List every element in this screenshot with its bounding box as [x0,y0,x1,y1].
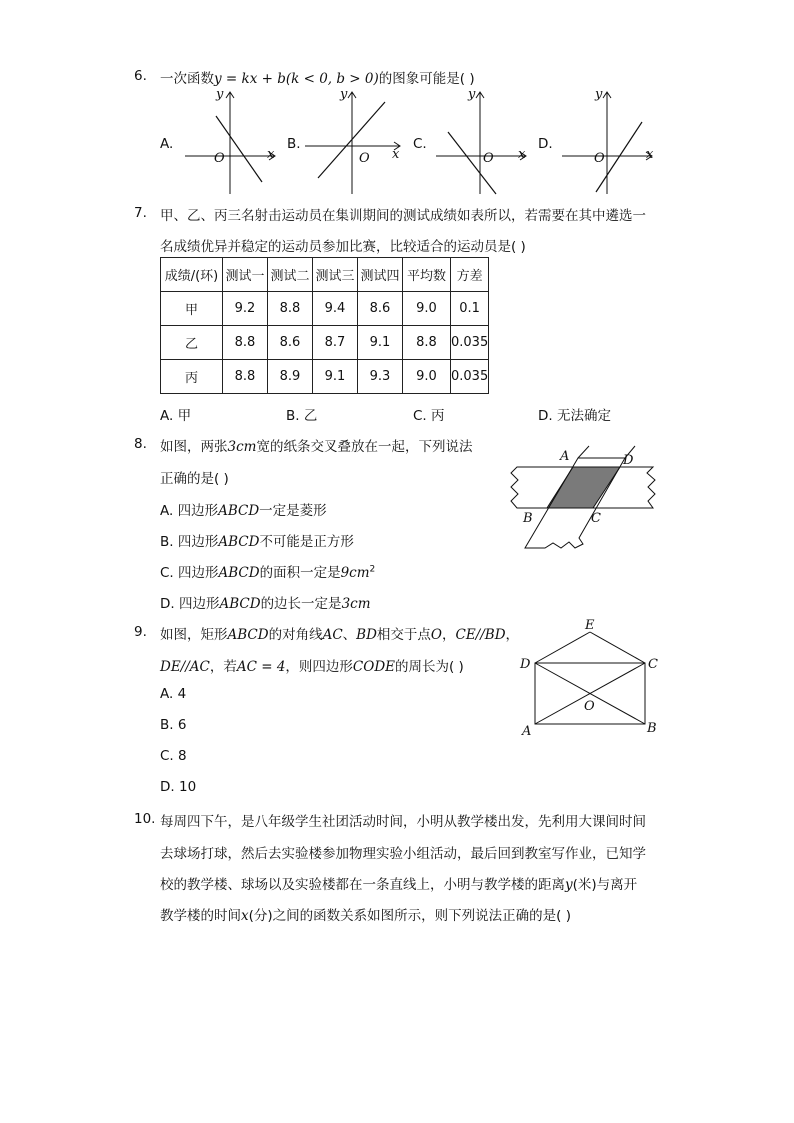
option-c-graph [432,86,532,198]
svg-text:O: O [483,151,494,166]
table-cell: 0.1 [451,292,489,326]
table-cell: 8.8 [403,326,451,360]
question-stem: 一次函数y = kx + b(k < 0, b > 0)的图象可能是( ) [160,71,475,87]
table-cell: 8.8 [223,326,268,360]
option-b[interactable]: B. 四边形ABCD不可能是正方形 [160,534,354,550]
table-cell: 0.035 [451,326,489,360]
svg-text:x: x [646,147,654,162]
table-cell: 9.0 [403,292,451,326]
question-stem-line-1: 甲、乙、丙三名射击运动员在集训期间的测试成绩如表所以，若需要在其中遴选一 [160,208,646,224]
option-a-label[interactable]: A. [160,136,174,152]
option-c[interactable]: C. 丙 [413,408,445,424]
table-cell: 8.8 [268,292,313,326]
svg-text:O: O [214,151,225,166]
option-a[interactable]: A. 甲 [160,408,192,424]
svg-text:y: y [340,87,348,102]
svg-text:A: A [560,449,570,464]
shaded-quadrilateral [547,467,620,508]
question-number: 8. [134,436,147,452]
question-stem-line-2: 名成绩优异并稳定的运动员参加比赛，比较适合的运动员是( ) [160,239,526,255]
svg-text:B: B [523,511,533,526]
table-cell: 8.6 [268,326,313,360]
question-number: 10. [134,811,156,827]
svg-text:C: C [591,511,601,526]
svg-text:y: y [216,87,224,102]
table-cell: 9.4 [313,292,358,326]
question-stem-line-1: 每周四下午，是八年级学生社团活动时间，小明从教学楼出发，先利用大课间时间 [160,814,646,830]
svg-text:E: E [585,618,595,633]
option-b[interactable]: B. 6 [160,717,187,733]
table-cell: 8.7 [313,326,358,360]
table-header: 测试一 [223,258,268,292]
option-a-graph [180,86,280,198]
table-cell: 9.0 [403,360,451,394]
question-stem-line-2: 去球场打球，然后去实验楼参加物理实验小组活动，最后回到教室写作业，已知学 [160,846,646,862]
svg-text:O: O [594,151,605,166]
svg-text:y: y [468,87,476,102]
table-row [161,326,489,360]
svg-text:B: B [647,721,657,736]
table-cell: 8.6 [358,292,403,326]
table-header-row [161,258,489,292]
table-header: 测试二 [268,258,313,292]
option-d[interactable]: D. 四边形ABCD的边长一定是3cm [160,596,371,612]
table-cell: 乙 [161,326,223,360]
question-stem-line-3: 校的教学楼、球场以及实验楼都在一条直线上，小明与教学楼的距离y(米)与离开 [160,877,638,893]
question-stem-line-2: 正确的是( ) [160,471,229,487]
option-a[interactable]: A. 4 [160,686,187,702]
question-stem-line-1: 如图，矩形ABCD的对角线AC、BD相交于点O，CE//BD， [160,627,520,643]
table-cell: 8.8 [223,360,268,394]
svg-text:x: x [518,147,526,162]
table-header: 测试三 [313,258,358,292]
svg-text:A: A [522,724,532,739]
question-number: 7. [134,205,147,221]
question-stem-line-2: DE//AC，若AC = 4，则四边形CODE的周长为( ) [160,659,464,675]
table-cell: 丙 [161,360,223,394]
table-cell: 甲 [161,292,223,326]
rectangle-figure [515,618,665,740]
formula: y = kx + b(k < 0, b > 0) [214,71,379,87]
table-row [161,292,489,326]
option-a[interactable]: A. 四边形ABCD一定是菱形 [160,503,327,519]
table-cell: 0.035 [451,360,489,394]
table-header: 方差 [451,258,489,292]
option-b-label[interactable]: B. [287,136,301,152]
paper-strips-figure [505,440,665,555]
option-b-graph [300,86,405,198]
table-cell: 9.1 [358,326,403,360]
svg-text:D: D [520,657,531,672]
option-c-label[interactable]: C. [413,136,427,152]
option-d[interactable]: D. 无法确定 [538,408,611,424]
graph-line [216,116,262,182]
svg-text:D: D [623,453,634,468]
option-d[interactable]: D. 10 [160,779,197,795]
svg-text:x: x [392,147,400,162]
table-cell: 9.2 [223,292,268,326]
svg-text:x: x [267,147,275,162]
option-d-label[interactable]: D. [538,136,553,152]
table-header: 测试四 [358,258,403,292]
question-stem-line-4: 教学楼的时间x(分)之间的函数关系如图所示，则下列说法正确的是( ) [160,908,571,924]
option-b[interactable]: B. 乙 [286,408,318,424]
option-c[interactable]: C. 8 [160,748,187,764]
table-cell: 9.1 [313,360,358,394]
scores-table [160,257,489,394]
table-cell: 8.9 [268,360,313,394]
table-header: 平均数 [403,258,451,292]
option-d-graph [558,86,658,198]
question-number: 6. [134,68,147,84]
question-number: 9. [134,624,147,640]
svg-text:O: O [584,699,595,714]
svg-text:O: O [359,151,370,166]
question-stem-line-1: 如图，两张3cm宽的纸条交叉叠放在一起，下列说法 [160,439,473,455]
svg-text:C: C [648,657,658,672]
table-cell: 9.3 [358,360,403,394]
option-c[interactable]: C. 四边形ABCD的面积一定是$9cm^2$ [160,564,376,581]
table-header: 成绩/(环) [161,258,223,292]
svg-text:y: y [595,87,603,102]
table-row [161,360,489,394]
